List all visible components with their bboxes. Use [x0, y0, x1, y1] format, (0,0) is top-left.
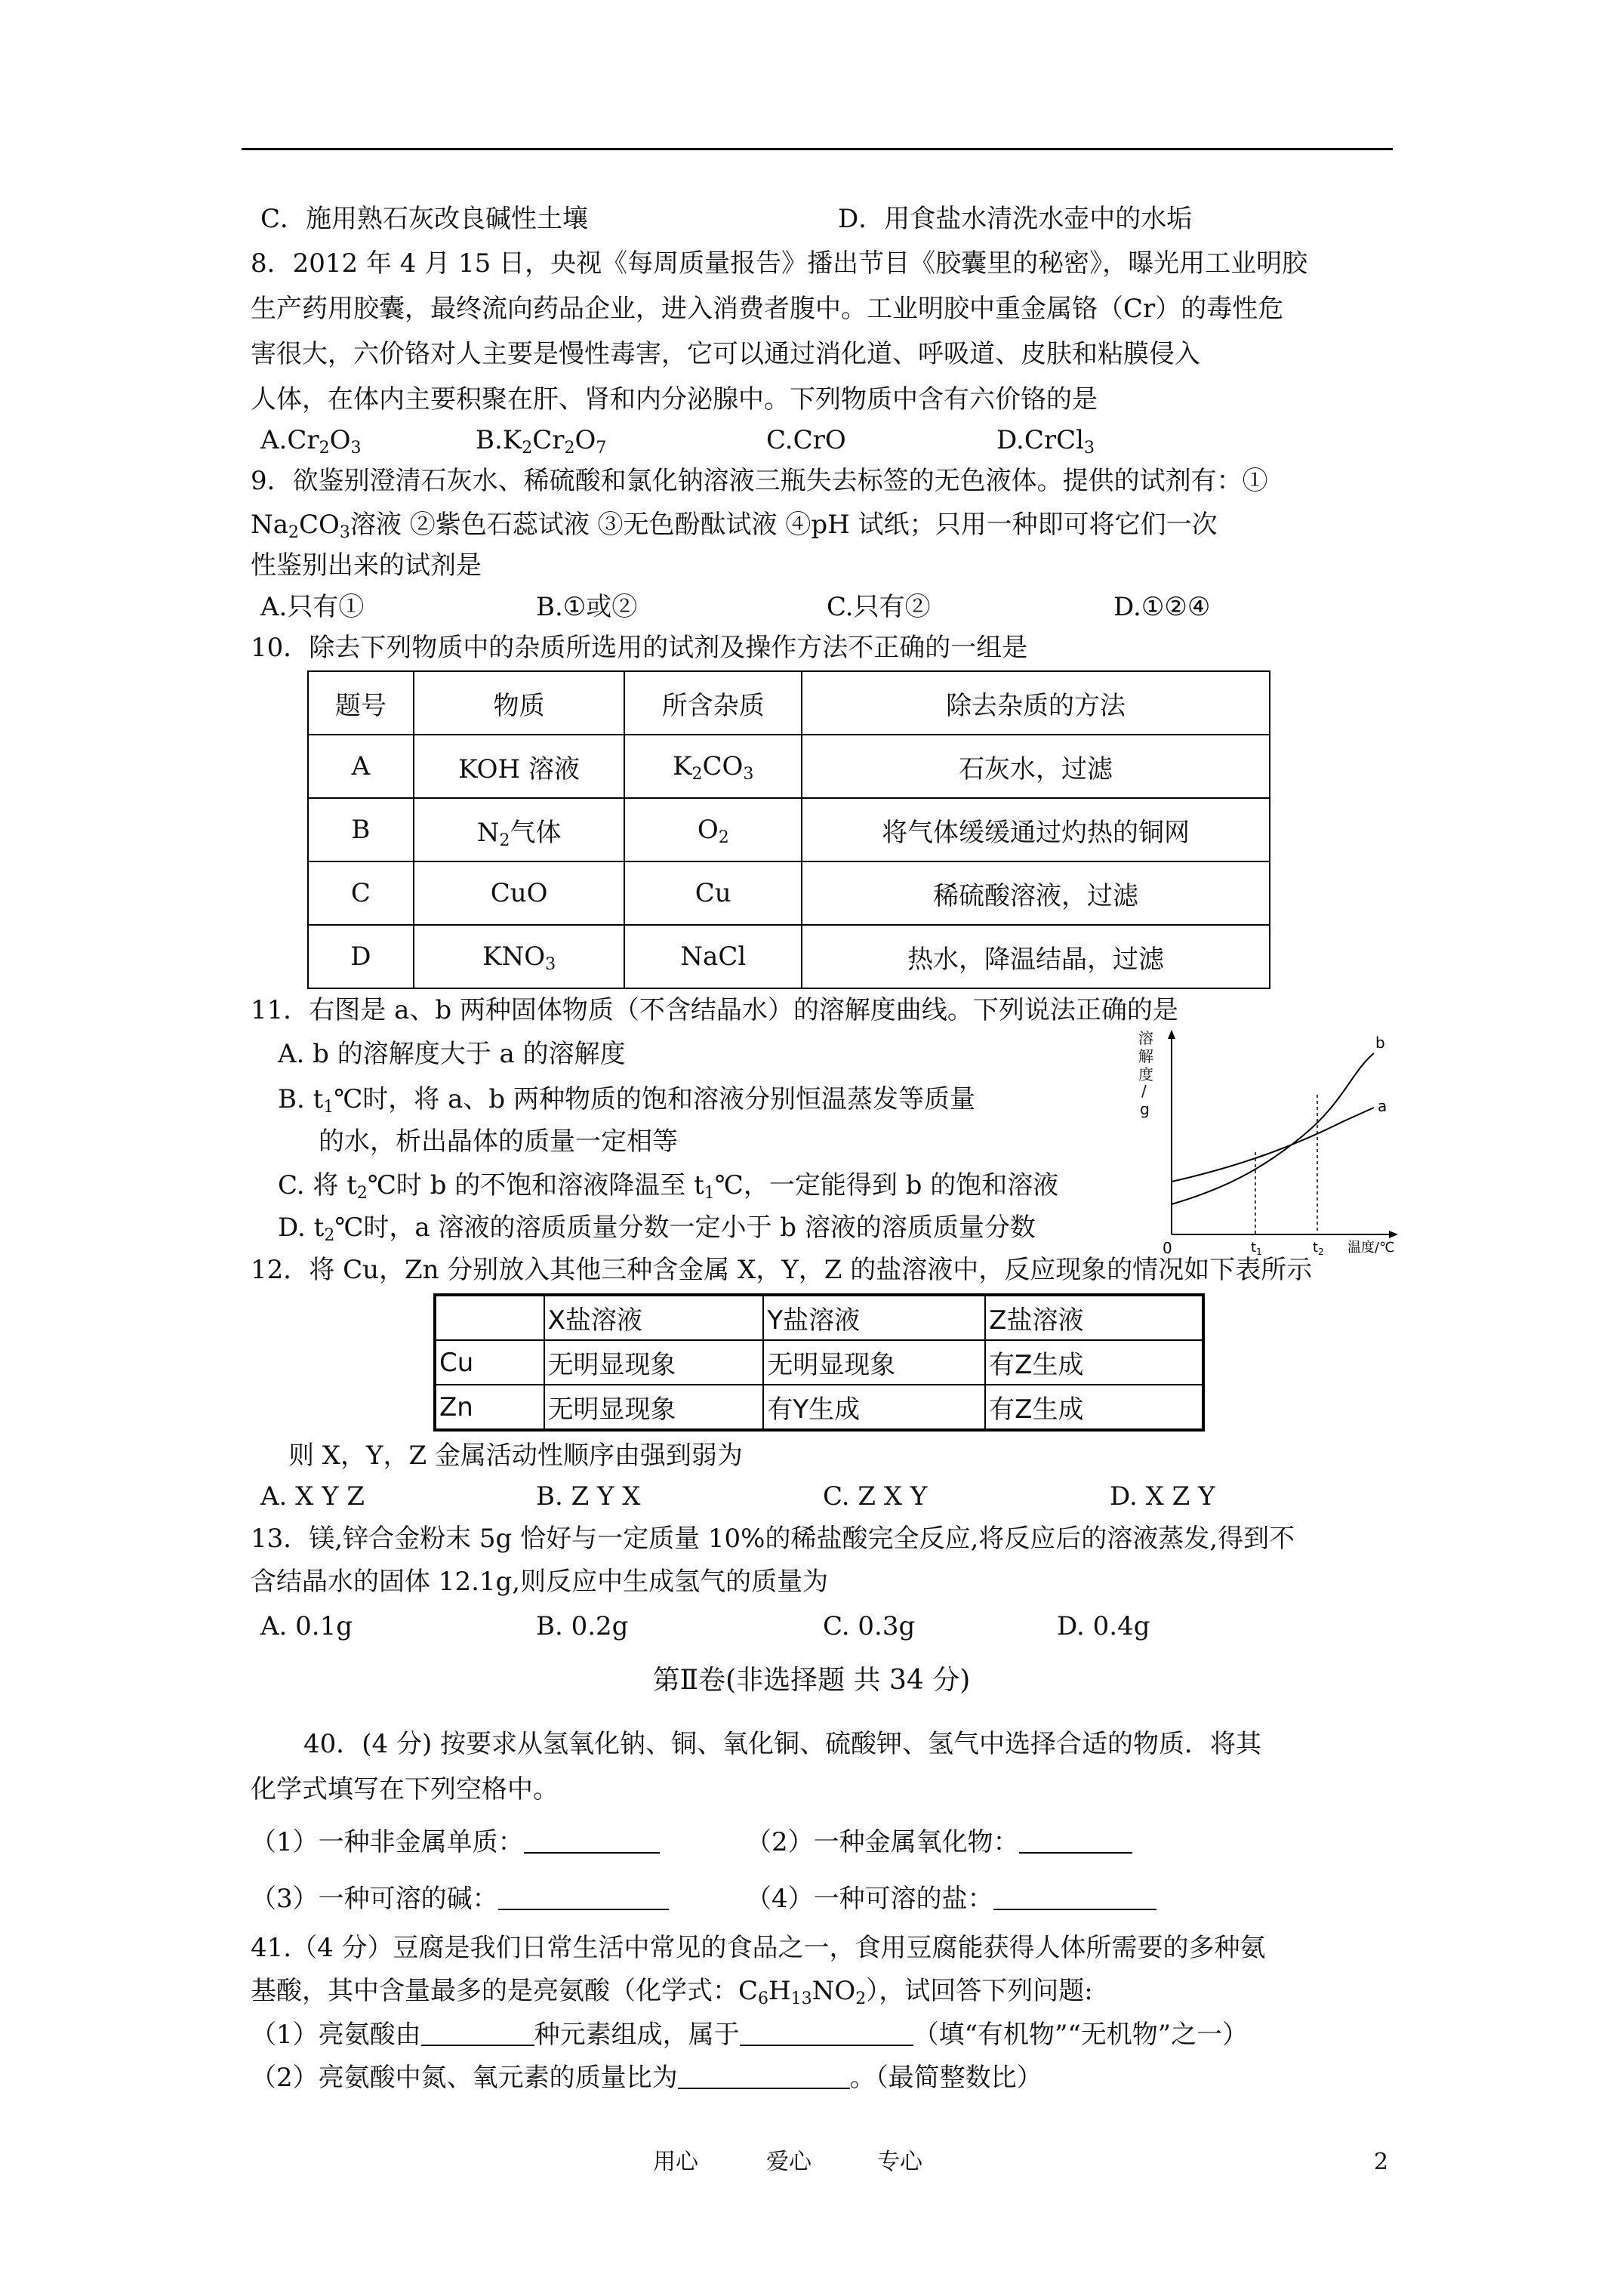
svg-text:溶: 溶 — [1138, 1029, 1153, 1047]
answer-blank[interactable] — [678, 2065, 850, 2089]
table-row — [308, 925, 1270, 988]
table-cell: 无明显现象 — [763, 1340, 985, 1385]
table-cell: 将气体缓缓通过灼热的铜网 — [802, 798, 1270, 861]
q12-followup: 则 X，Y，Z 金属活动性顺序由强到弱为 — [288, 1441, 743, 1471]
table-cell: $N_2$气体 — [414, 798, 625, 861]
table-cell: Zn — [435, 1385, 544, 1430]
table-header-cell: 题号 — [308, 671, 414, 735]
svg-text:度: 度 — [1138, 1065, 1153, 1083]
q13-option-c: C. 0.3g — [823, 1611, 916, 1641]
x-axis-arrow-icon — [1389, 1231, 1398, 1238]
table-cell: $K_2CO_3$ — [624, 735, 802, 798]
svg-text:解: 解 — [1138, 1047, 1153, 1065]
table-cell: 有Z生成 — [985, 1340, 1203, 1385]
answer-blank[interactable] — [498, 1886, 669, 1910]
q11-option-b-line-2: 的水，析出晶体的质量一定相等 — [319, 1126, 678, 1157]
svg-text:/: / — [1141, 1082, 1147, 1100]
q11-stem: 11．右图是 a、b 两种固体物质（不含结晶水）的溶解度曲线。下列说法正确的是 — [251, 995, 1178, 1025]
q40-blank-1: （1）一种非金属单质： — [251, 1827, 660, 1857]
q8-option-b: $B.K_2Cr_2O_7$ — [476, 425, 607, 458]
q12-stem: 12．将 Cu，Zn 分别放入其他三种含金属 X，Y，Z 的盐溶液中，反应现象的情况如下表所示 — [251, 1255, 1313, 1285]
q9-option-c: C.只有② — [827, 592, 931, 622]
answer-blank[interactable] — [524, 1829, 660, 1854]
curve-b — [1172, 1053, 1374, 1204]
table-cell: 无明显现象 — [544, 1385, 764, 1430]
x-axis-label: 温度/℃ — [1347, 1240, 1395, 1256]
svg-text:g: g — [1140, 1100, 1150, 1118]
q8-line-1: 8．2012 年 4 月 15 日，央视《每周质量报告》播出节目《胶囊里的秘密》，曝光用工业明胶 — [251, 248, 1308, 279]
table-header-cell: 除去杂质的方法 — [802, 671, 1270, 735]
q8-option-d: D.CrCl$_3$ — [996, 425, 1095, 458]
table-cell: 热水，降温结晶，过滤 — [802, 925, 1270, 988]
table-cell: NaCl — [624, 925, 802, 988]
q41-blank-2: （2）亮氨酸中氮、氧元素的质量比为 。（最简整数比） — [251, 2063, 1042, 2093]
table-header-cell: X盐溶液 — [544, 1295, 764, 1340]
section-title: 第Ⅱ卷(非选择题 共 34 分) — [652, 1665, 971, 1696]
q13-line-2: 含结晶水的固体 12.1g,则反应中生成氢气的质量为 — [251, 1567, 829, 1597]
table-cell: Cu — [435, 1340, 544, 1385]
q11-option-b-line-1: B. $t_1℃$时，将 a、b 两种物质的饱和溶液分别恒温蒸发等质量 — [278, 1084, 975, 1117]
q12-option-c: C. Z X Y — [823, 1481, 928, 1512]
q40-blank-4: （4）一种可溶的盐： — [746, 1884, 1156, 1914]
q8-line-4: 人体，在体内主要积聚在肝、肾和内分泌腺中。下列物质中含有六价铬的是 — [251, 384, 1098, 415]
q13-option-a: A. 0.1g — [260, 1611, 353, 1641]
table-header-cell: Z盐溶液 — [985, 1295, 1203, 1340]
footer-text-left: 用心 — [653, 2149, 698, 2175]
q40-line-2: 化学式填写在下列空格中。 — [251, 1774, 559, 1804]
q40-line-1: 40．(4 分) 按要求从氢氧化钠、铜、氧化铜、硫酸钾、氢气中选择合适的物质．将其 — [303, 1729, 1262, 1759]
table-cell: B — [308, 798, 414, 861]
table-cell: A — [308, 735, 414, 798]
q9-option-b: B.①或② — [536, 592, 638, 622]
t1-label: $t_1$ — [1251, 1240, 1262, 1257]
q9-line-1: 9．欲鉴别澄清石灰水、稀硫酸和氯化钠溶液三瓶失去标签的无色液体。提供的试剂有：① — [251, 466, 1268, 496]
q9-option-a: A.只有① — [260, 592, 365, 622]
table-header-row — [308, 671, 1270, 735]
q11-option-c: C. 将 $t_2℃$时 b 的不饱和溶液降温至 $t_1℃$，一定能得到 b 的饱和溶液 — [278, 1170, 1059, 1203]
table-header-row — [435, 1295, 1203, 1340]
q8-option-a: $A.Cr_2O_3$ — [260, 425, 362, 458]
table-header-cell: Y盐溶液 — [763, 1295, 985, 1340]
table-header-cell — [435, 1295, 544, 1340]
page-number: 2 — [1374, 2149, 1389, 2175]
q9-line-2: $Na_2CO_3$溶液 ②紫色石蕊试液 ③无色酚酞试液 ④pH 试纸；只用一种即可将它们一次 — [251, 510, 1218, 542]
solubility-graph — [1132, 1027, 1415, 1261]
table-row — [435, 1385, 1203, 1430]
q12-option-d: D. X Z Y — [1110, 1481, 1215, 1512]
table-header-cell: 所含杂质 — [624, 671, 802, 735]
q41-blank-1: （1）亮氨酸由 种元素组成，属于 （填“有机物”“无机物”之一） — [251, 2020, 1249, 2050]
q9-line-3: 性鉴别出来的试剂是 — [251, 550, 482, 581]
q41-line-2: 基酸，其中含量最多的是亮氨酸（化学式：$C_6H_{13}NO_2$），试回答下列问题: — [251, 1976, 1093, 2008]
q10-stem: 10．除去下列物质中的杂质所选用的试剂及操作方法不正确的一组是 — [251, 633, 1028, 663]
origin-label: 0 — [1163, 1239, 1172, 1257]
curve-b-label: b — [1375, 1034, 1385, 1052]
q13-line-1: 13．镁,锌合金粉末 5g 恰好与一定质量 10%的稀盐酸完全反应,将反应后的溶液蒸发,得到不 — [251, 1524, 1295, 1554]
q9-option-d: D.①②④ — [1113, 592, 1211, 622]
table-row — [435, 1340, 1203, 1385]
table-row — [308, 798, 1270, 861]
table-cell: CuO — [414, 861, 625, 925]
q11-option-d: D. $t_2℃$时，a 溶液的溶质质量分数一定小于 b 溶液的溶质质量分数 — [278, 1213, 1036, 1245]
q7-option-d: D．用食盐水清洗水壶中的水垢 — [838, 204, 1193, 234]
table-cell: KOH 溶液 — [414, 735, 625, 798]
q10-table — [307, 670, 1270, 989]
answer-blank[interactable] — [421, 2022, 534, 2046]
table-cell: 无明显现象 — [544, 1340, 764, 1385]
y-axis-label — [1138, 1029, 1153, 1118]
q12-table — [433, 1293, 1205, 1432]
curve-a-label: a — [1378, 1097, 1387, 1115]
footer-text-right: 专心 — [877, 2149, 922, 2175]
q8-option-c: C.CrO — [766, 425, 846, 455]
q41-line-1: 41.（4 分）豆腐是我们日常生活中常见的食品之一，食用豆腐能获得人体所需要的多种氨 — [251, 1933, 1266, 1963]
table-cell: 石灰水，过滤 — [802, 735, 1270, 798]
q11-option-a: A. b 的溶解度大于 a 的溶解度 — [278, 1039, 626, 1069]
footer-text-middle: 爱心 — [766, 2149, 812, 2175]
table-row — [308, 735, 1270, 798]
q12-option-a: A. X Y Z — [260, 1481, 365, 1512]
t2-label: $t_2$ — [1313, 1240, 1324, 1257]
q13-option-b: B. 0.2g — [536, 1611, 629, 1641]
q40-blank-2: （2）一种金属氧化物： — [746, 1827, 1132, 1857]
table-row — [308, 861, 1270, 925]
y-axis-arrow-icon — [1168, 1030, 1175, 1039]
table-header-cell: 物质 — [414, 671, 625, 735]
q12-option-b: B. Z Y X — [536, 1481, 641, 1512]
table-cell: 稀硫酸溶液，过滤 — [802, 861, 1270, 925]
q8-line-3: 害很大，六价铬对人主要是慢性毒害，它可以通过消化道、呼吸道、皮肤和粘膜侵入 — [251, 339, 1200, 369]
q7-option-c: C．施用熟石灰改良碱性土壤 — [260, 204, 589, 234]
table-cell: D — [308, 925, 414, 988]
answer-blank[interactable] — [1019, 1829, 1132, 1854]
table-cell: 有Y生成 — [763, 1385, 985, 1430]
table-cell: C — [308, 861, 414, 925]
table-cell: $O_2$ — [624, 798, 802, 861]
header-rule — [242, 148, 1393, 150]
curve-a — [1172, 1108, 1374, 1182]
q40-blank-3: （3）一种可溶的碱： — [251, 1884, 669, 1914]
answer-blank[interactable] — [993, 1886, 1156, 1910]
q13-option-d: D. 0.4g — [1057, 1611, 1150, 1641]
table-cell: Cu — [624, 861, 802, 925]
answer-blank[interactable] — [740, 2022, 913, 2046]
q8-line-2: 生产药用胶囊，最终流向药品企业，进入消费者腹中。工业明胶中重金属铬（Cr）的毒性危 — [251, 294, 1284, 324]
table-cell: $KNO_3$ — [414, 925, 625, 988]
table-cell: 有Z生成 — [985, 1385, 1203, 1430]
